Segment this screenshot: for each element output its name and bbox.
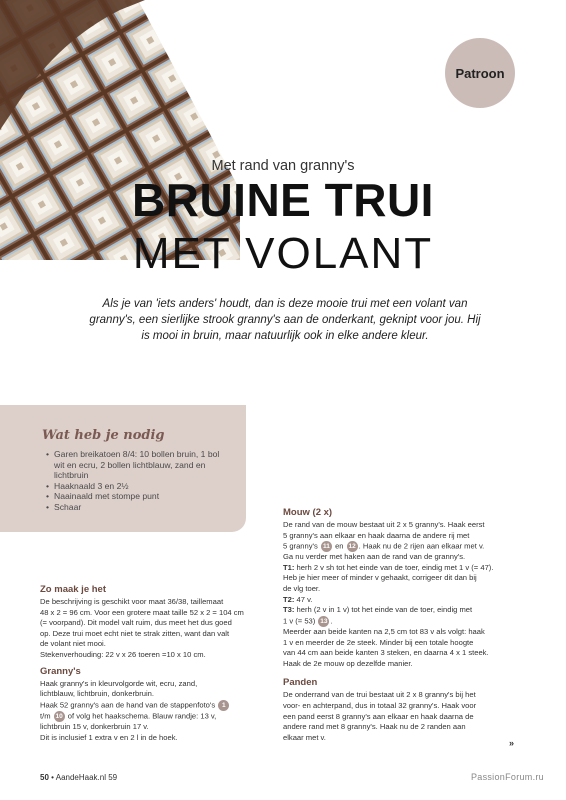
right-column xyxy=(283,507,519,748)
mouw-line: De rand van de mouw bestaat uit 2 x 5 granny's. Haak eerst xyxy=(283,520,485,529)
grannys-line: lichtblauw, lichtbruin, donkerbruin. xyxy=(40,689,154,699)
how-to-line: 48 x 2 = 96 cm. Voor een grotere maat taille 52 x 2 = 104 cm xyxy=(40,607,244,617)
left-column xyxy=(40,584,268,748)
grannys-text: of volg het haakschema. Blauw randje: 13 v, xyxy=(67,711,217,721)
grannys-text: Haak 52 granny's aan de hand van de stappenfoto's xyxy=(40,700,216,710)
panden-line: elkaar met v. xyxy=(283,732,326,742)
panden-heading: Panden xyxy=(283,677,318,689)
how-to-line: De beschrijving is geschikt voor maat 36/38, taillemaat xyxy=(40,597,224,606)
panden-line: voor- en achterpand, dus in totaal 32 granny's. Haak voor xyxy=(283,700,477,710)
mouw-line: Heb je hier meer of minder v gehaakt, corrigeer dit dan bij xyxy=(283,573,477,583)
step-number-badge: 10 xyxy=(55,712,63,720)
how-to-line: (= voorpand). Dit model valt ruim, dus meet het dus goed xyxy=(40,618,232,628)
mouw-line: Ga nu verder met haken aan de rand van de granny's. xyxy=(283,552,466,562)
mouw-line xyxy=(283,541,519,552)
how-to-line: op. Deze trui moet echt niet te strak zitten, want dan valt xyxy=(40,628,230,638)
mouw-text: herh 2 v sh tot het einde van de toer, eindig met 1 v (= 47). xyxy=(296,562,494,572)
article-title-line-1: BRUINE TRUI xyxy=(132,174,434,226)
page-number: 50 xyxy=(40,773,49,782)
round-label: T3: xyxy=(283,605,295,615)
article-subtitle: Met rand van granny's xyxy=(211,158,355,174)
watermark: PassionForum.ru xyxy=(470,772,544,782)
grannys-line xyxy=(40,711,268,722)
grannys-line: lichtbruin 15 v, donkerbruin 17 v. xyxy=(40,721,149,731)
materials-item: • Haaknaald 3 en 2½ xyxy=(46,481,231,492)
page-footer xyxy=(40,773,117,782)
materials-item: • Naainaald met stompe punt xyxy=(46,491,231,502)
mouw-line xyxy=(283,563,519,574)
mouw-line xyxy=(283,595,519,606)
round-label: T2: xyxy=(283,594,295,604)
mouw-text: herh (2 v in 1 v) tot het einde van de toer, eindig met xyxy=(296,605,473,615)
grannys-line: Dit is inclusief 1 extra v en 2 l in de hoek. xyxy=(40,732,178,742)
panden-line: een pand eerst 8 granny's aan elkaar en haak daarna de xyxy=(283,711,474,721)
article-title-line-2: MET VOLANT xyxy=(132,229,434,278)
how-to-section xyxy=(40,584,268,661)
mouw-line: Haak de 2e mouw op dezelfde manier. xyxy=(283,658,413,668)
mouw-line: 1 v en meerder de 2e steek. Minder bij een totale hoogte xyxy=(283,637,474,647)
grannys-heading: Granny's xyxy=(40,665,81,677)
panden-line: andere rand met 8 granny's. Haak nu de 2 randen aan xyxy=(283,722,466,732)
continue-arrow: » xyxy=(509,738,515,748)
how-to-line: Stekenverhouding: 22 v x 26 toeren =10 x 10 cm. xyxy=(40,649,206,659)
step-number-badge: 11 xyxy=(321,541,332,552)
mouw-line xyxy=(283,616,519,627)
panden-section xyxy=(283,677,519,743)
intro-paragraph: Als je van 'iets anders' houdt, dan is deze mooie trui met een volant van granny's, een sierlijke strook granny's aan de onderkant, geknipt voor jou. Hij is mooi in bruin, maar natuurlijk ook in elke andere kleur. xyxy=(89,298,481,342)
mouw-text: . Haak nu de 2 rijen aan elkaar met v. xyxy=(358,541,485,551)
panden-line: De onderrand van de trui bestaat uit 2 x 8 granny's bij het xyxy=(283,690,476,700)
mouw-heading: Mouw (2 x) xyxy=(283,507,333,518)
mouw-line: Meerder aan beide kanten na 2,5 cm tot 83 v als volgt: haak xyxy=(283,626,485,636)
mouw-text: 47 v. xyxy=(296,594,313,604)
step-number-badge: 13 xyxy=(320,617,328,625)
mouw-line: van 44 cm aan beide kanten 3 steken, en daarna 4 x 1 steek. xyxy=(283,648,489,658)
grannys-section xyxy=(40,666,268,744)
footer-separator: • xyxy=(51,773,54,782)
mouw-section xyxy=(283,507,519,669)
how-to-heading: Zo maak je het xyxy=(40,584,106,595)
mouw-line: 5 granny's aan elkaar en haak daarna de andere rij met xyxy=(283,530,470,540)
mouw-text: en xyxy=(335,541,344,551)
mouw-text: . xyxy=(330,616,333,626)
grannys-line xyxy=(40,700,268,711)
mouw-text: 1 v (= 53) xyxy=(283,616,316,626)
how-to-line: de volant niet mooi. xyxy=(40,639,106,649)
step-number-badge: 1 xyxy=(218,700,229,711)
round-label: T1: xyxy=(283,562,295,572)
publication-name: AandeHaak.nl 59 xyxy=(55,773,118,782)
grannys-line: Haak granny's in kleurvolgorde wit, ecru, zand, xyxy=(40,678,198,688)
step-number-badge: 12 xyxy=(348,543,356,551)
pattern-badge-label: Patroon xyxy=(455,65,505,81)
materials-item: • Garen breikatoen 8/4: 10 bollen bruin, 1 bol wit en ecru, 2 bollen lichtblauw, zand en lichtbruin xyxy=(46,449,231,481)
mouw-text: 5 granny's xyxy=(283,541,318,551)
materials-list xyxy=(46,449,231,513)
materials-title: Wat heb je nodig xyxy=(42,428,165,443)
mouw-line xyxy=(283,605,519,616)
materials-item: • Schaar xyxy=(46,502,231,513)
grannys-text: t/m xyxy=(40,711,51,721)
mouw-line: de vlg toer. xyxy=(283,584,321,594)
pattern-badge xyxy=(445,38,515,108)
